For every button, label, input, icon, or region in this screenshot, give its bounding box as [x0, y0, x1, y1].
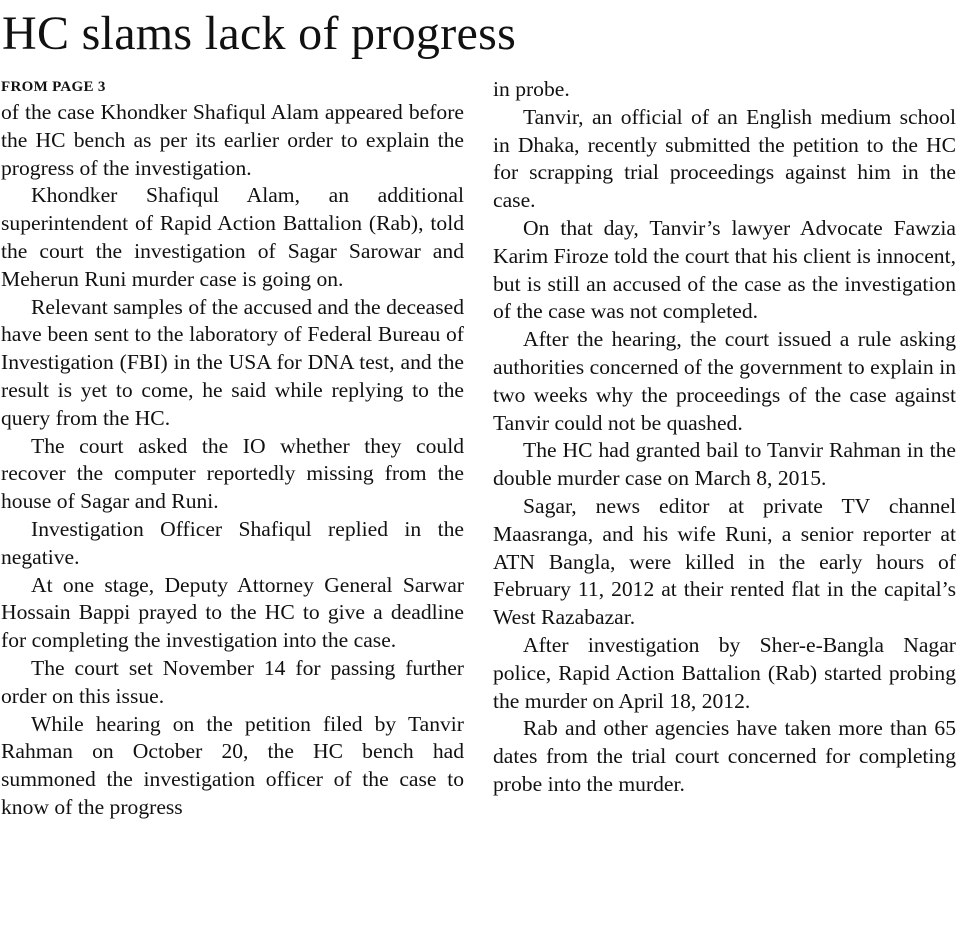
paragraph: of the case Khondker Shafiqul Alam appeared before the HC bench as per its earlier order to explain the progress of the investigation.	[1, 100, 464, 180]
paragraph: Relevant samples of the accused and the deceased have been sent to the laboratory of Federal Bureau of Investigation (FBI) in the USA for DNA test, and the result is yet to come, he said while replying to the query from the HC.	[1, 294, 464, 430]
article-column-left	[1, 99, 464, 822]
paragraph: The court set November 14 for passing further order on this issue.	[1, 655, 464, 708]
article-headline: HC slams lack of progress	[2, 7, 517, 60]
paragraph: While hearing on the petition filed by Tanvir Rahman on October 20, the HC bench had summoned the investigation officer of the case to know of the progress	[1, 711, 464, 819]
paragraph: The court asked the IO whether they could recover the computer reportedly missing from the house of Sagar and Runi.	[1, 433, 464, 514]
continuation-kicker: FROM PAGE 3	[1, 79, 106, 95]
paragraph: Rab and other agencies have taken more than 65 dates from the trial court concerned for completing probe into the murder.	[493, 716, 956, 796]
paragraph: The HC had granted bail to Tanvir Rahman in the double murder case on March 8, 2015.	[493, 438, 956, 491]
article-column-right	[493, 76, 956, 799]
paragraph: in probe.	[493, 77, 570, 101]
paragraph: After investigation by Sher-e-Bangla Nagar police, Rapid Action Battalion (Rab) started probing the murder on April 18, 2012.	[493, 632, 956, 713]
paragraph: On that day, Tanvir’s lawyer Advocate Fawzia Karim Firoze told the court that his client is innocent, but is still an accused of the case as the investigation of the case was not completed.	[493, 215, 956, 324]
paragraph: After the hearing, the court issued a rule asking authorities concerned of the government to explain in two weeks why the proceedings of the case against Tanvir could not be quashed.	[493, 327, 956, 435]
paragraph: Tanvir, an official of an English medium school in Dhaka, recently submitted the petition to the HC for scrapping trial proceedings against him in the case.	[493, 104, 956, 213]
paragraph: Sagar, news editor at private TV channel Maasranga, and his wife Runi, a senior reporter at ATN Bangla, were killed in the early hours of February 11, 2012 at their rented flat in the capital’s West Razabazar.	[493, 493, 956, 630]
paragraph: At one stage, Deputy Attorney General Sarwar Hossain Bappi prayed to the HC to give a deadline for completing the investigation into the case.	[1, 572, 464, 653]
paragraph: Khondker Shafiqul Alam, an additional superintendent of Rapid Action Battalion (Rab), told the court the investigation of Sagar Sarowar and Meherun Runi murder case is going on.	[1, 183, 464, 291]
paragraph: Investigation Officer Shafiqul replied in the negative.	[1, 516, 464, 569]
